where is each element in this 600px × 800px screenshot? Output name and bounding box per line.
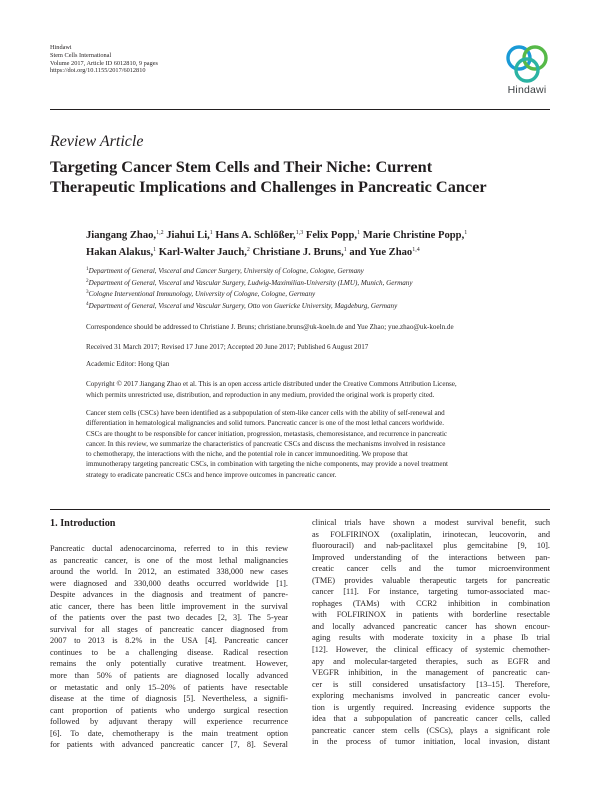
author-name: Jiahui Li, xyxy=(163,230,210,241)
doi-link[interactable]: https://doi.org/10.1155/2017/6012810 xyxy=(50,67,146,75)
body-line: tion is urgently required. Increasing evidence supports the xyxy=(312,702,550,712)
body-line: in the process of tumor initiation, local invasion, distant xyxy=(312,737,550,747)
body-line: survival for all stages of pancreatic cancer diagnosed from xyxy=(50,624,288,634)
correspondence-note: Correspondence should be addressed to Christiane J. Bruns; christiane.bruns@uk-koeln.de and Yue Zhao; yue.zhao@uk-koeln.de xyxy=(86,323,454,331)
body-line: [12]. However, the clinical efficacy of systemic chemother- xyxy=(312,645,550,655)
hindawi-logo-mark xyxy=(497,42,557,84)
author-line xyxy=(86,245,556,262)
volume-line: Volume 2017, Article ID 6012810, 9 pages xyxy=(50,59,158,67)
article-title xyxy=(50,157,550,196)
body-line: and locally advanced pancreatic cancer has shown encour- xyxy=(312,621,550,631)
abstract-line: immunotherapy targeting pancreatic CSCs, in combination with targeting the niche components, may provide a novel treatment xyxy=(86,460,449,469)
author-affil-ref: 1 xyxy=(343,246,347,253)
affiliation-number: 1 xyxy=(86,266,89,272)
title-line: Therapeutic Implications and Challenges in Pancreatic Cancer xyxy=(50,176,487,196)
abstract xyxy=(86,408,556,480)
affiliation xyxy=(86,266,413,278)
body-line: cant proportion of patients who undergo surgical resection xyxy=(50,705,288,715)
affiliation-number: 4 xyxy=(86,300,89,307)
body-line: cer is still considered unsatisfactory [13–15]. Therefore, xyxy=(312,679,550,689)
affiliation-text: Department of General, Visceral und Vascular Surgery, Ludwig-Maximilian-University (LMU), Munich, Germany xyxy=(88,278,413,287)
hindawi-logo-text: Hindawi xyxy=(507,84,547,96)
title-line: Targeting Cancer Stem Cells and Their Niche: Current xyxy=(50,157,433,176)
body-line: VEGFR inhibition, in the management of pancreatic can- xyxy=(312,668,550,678)
body-line: Pancreatic ductal adenocarcinoma, referred to in this review xyxy=(50,544,288,553)
body-line: exploring mechanisms involved in pancreatic cancer evolu- xyxy=(312,691,550,701)
body-line: (TME) provides valuable therapeutic targets for pancreatic xyxy=(312,575,550,585)
body-line: fluorouracil) and nab-paclitaxel plus gemcitabine [9, 10]. xyxy=(312,541,550,551)
author-name: Christiane J. Bruns, xyxy=(249,246,344,258)
abstract-line: differentiation in hematological malignancies and solid tumors. Pancreatic cancer is one of the most lethal cancers worldwide. xyxy=(86,419,444,428)
body-line: of the patients over the past two decades [2, 3]. The 5-year xyxy=(50,613,288,623)
body-line: followed by adjuvant therapy will experience recurrence xyxy=(50,717,288,727)
affiliation xyxy=(86,278,413,290)
abstract-line: strategy to eradicate pancreatic CSCs and hence improve outcomes in pancreatic cancer. xyxy=(86,470,337,479)
body-line: 2007 to 2013 is 8.2% in the USA [4]. Pancreatic cancer xyxy=(50,636,288,646)
body-line: idea that a subpopulation of pancreatic cancer cells, called xyxy=(312,714,550,724)
abstract-divider xyxy=(50,509,550,510)
body-line: for patients with advanced pancreatic cancer [7, 8]. Several xyxy=(50,740,288,750)
copyright-notice xyxy=(86,379,556,400)
publication-dates: Received 31 March 2017; Revised 17 June 2017; Accepted 20 June 2017; Published 6 August 2017 xyxy=(86,343,369,351)
body-line: creatic cancer cells and the tumor microenvironment xyxy=(312,564,550,574)
abstract-line: CSCs are thought to be responsible for cancer initiation, progression, metastasis, chemoresistance, and recurrence in pancreatic xyxy=(86,429,448,438)
header-divider xyxy=(50,109,550,110)
author-affil-ref: 2 xyxy=(246,246,250,253)
body-line: as pancreatic cancer, is one of the most lethal malignancies xyxy=(50,555,288,565)
body-line: or metastatic and only 15–20% of patients have resectable xyxy=(50,682,288,692)
affiliation-number: 2 xyxy=(86,277,89,284)
body-line: atic cancer, there has been little improvement in the survival xyxy=(50,601,288,611)
author-name: and Yue Zhao xyxy=(346,246,413,258)
body-line: with FOLFIRINOX in patients with borderline resectable xyxy=(312,610,550,620)
body-line: clinical trials have shown a modest survival benefit, such xyxy=(312,518,550,527)
hindawi-logo xyxy=(497,42,557,98)
author-name: Hakan Alakus, xyxy=(86,246,154,258)
academic-editor: Academic Editor: Hong Qian xyxy=(86,360,170,368)
affiliation-number: 3 xyxy=(86,289,89,296)
journal-name: Stem Cells International xyxy=(50,51,112,59)
author-name: Marie Christine Popp, xyxy=(360,230,465,241)
body-column-left xyxy=(50,515,288,751)
body-line: continues to be a challenging disease. Radical resection xyxy=(50,647,288,657)
affiliation-text: Department of General, Visceral und Vascular Surgery, Otto von Guericke University, Magdeburg, Germany xyxy=(88,301,398,310)
author-affil-ref: 1,2 xyxy=(156,230,164,236)
publisher-name: Hindawi xyxy=(50,44,72,51)
author-affil-ref: 1 xyxy=(464,230,468,236)
body-line: more than 50% of patients are diagnosed locally advanced xyxy=(50,671,288,681)
author-affil-ref: 1,3 xyxy=(295,230,304,236)
affiliation-text: Department of General, Visceral and Cancer Surgery, University of Cologne, Cologne, Germany xyxy=(88,267,364,275)
body-line: [6]. To date, chemotherapy is the main treatment option xyxy=(50,728,288,738)
author-affil-ref: 1 xyxy=(357,230,361,236)
author-name: Karl-Walter Jauch, xyxy=(156,246,247,258)
author-name: Felix Popp, xyxy=(303,230,358,241)
author-affil-ref: 1 xyxy=(153,246,157,253)
author-name: Jiangang Zhao, xyxy=(86,230,157,241)
abstract-line: Cancer stem cells (CSCs) have been identified as a subpopulation of stem-like cancer cells with the ability of self-renewal and xyxy=(86,409,445,417)
author-affil-ref: 1,4 xyxy=(412,246,420,253)
abstract-line: to chemotherapy, the interactions with the niche, and the potential role in cancer immunoediting. We propose that xyxy=(86,450,408,459)
body-line: aging results with moderate toxicity in a phase Ib trial xyxy=(312,633,550,643)
affiliation xyxy=(86,301,413,313)
body-column-right xyxy=(312,517,550,748)
affiliation-text: Cologne Interventional Immunology, University of Cologne, Cologne, Germany xyxy=(88,290,316,299)
body-line: were diagnosed and 330,000 deaths occurred worldwide [1]. xyxy=(50,578,288,588)
body-line: remains the only potentially curative treatment. However, xyxy=(50,659,288,669)
affiliations xyxy=(86,266,413,312)
author-line xyxy=(86,228,556,245)
body-line: as FOLFIRINOX (oxaliplatin, irinotecan, leucovorin, and xyxy=(312,529,550,539)
copyright-line: which permits unrestricted use, distribution, and reproduction in any medium, provided the original work is properly cited. xyxy=(86,390,435,399)
author-affil-ref: 1 xyxy=(209,230,213,236)
abstract-line: cancer. In this review, we summarize the characteristics of pancreatic CSCs and discuss the mechanisms involved in resistance xyxy=(86,439,446,448)
author-list xyxy=(86,228,556,261)
author-name: Hans A. Schlößer, xyxy=(212,230,296,241)
body-line: pancreatic cancer stem cells (CSCs), plays a significant role xyxy=(312,725,550,735)
body-line: cancer [11]. For instance, targeting tumor-associated mac- xyxy=(312,587,550,597)
body-line: around the world. In 2012, an estimated 338,000 new cases xyxy=(50,567,288,577)
body-line: apy and molecular-targeted therapies, such as EGFR and xyxy=(312,656,550,666)
section-heading: 1. Introduction xyxy=(50,518,116,529)
body-line: rophages (TAMs) with CCR2 inhibition in combination xyxy=(312,598,550,608)
article-type: Review Article xyxy=(50,133,144,150)
publication-info xyxy=(50,44,158,75)
copyright-line: Copyright © 2017 Jiangang Zhao et al. This is an open access article distributed under the Creative Commons Attribution License, xyxy=(86,380,457,388)
body-line: Improved understanding of the interactions between pan- xyxy=(312,552,550,562)
affiliation xyxy=(86,289,413,301)
body-line: Despite advances in the diagnosis and treatment of pancre- xyxy=(50,590,288,600)
body-line: disease at the time of diagnosis [5]. Nevertheless, a signifi- xyxy=(50,694,288,704)
